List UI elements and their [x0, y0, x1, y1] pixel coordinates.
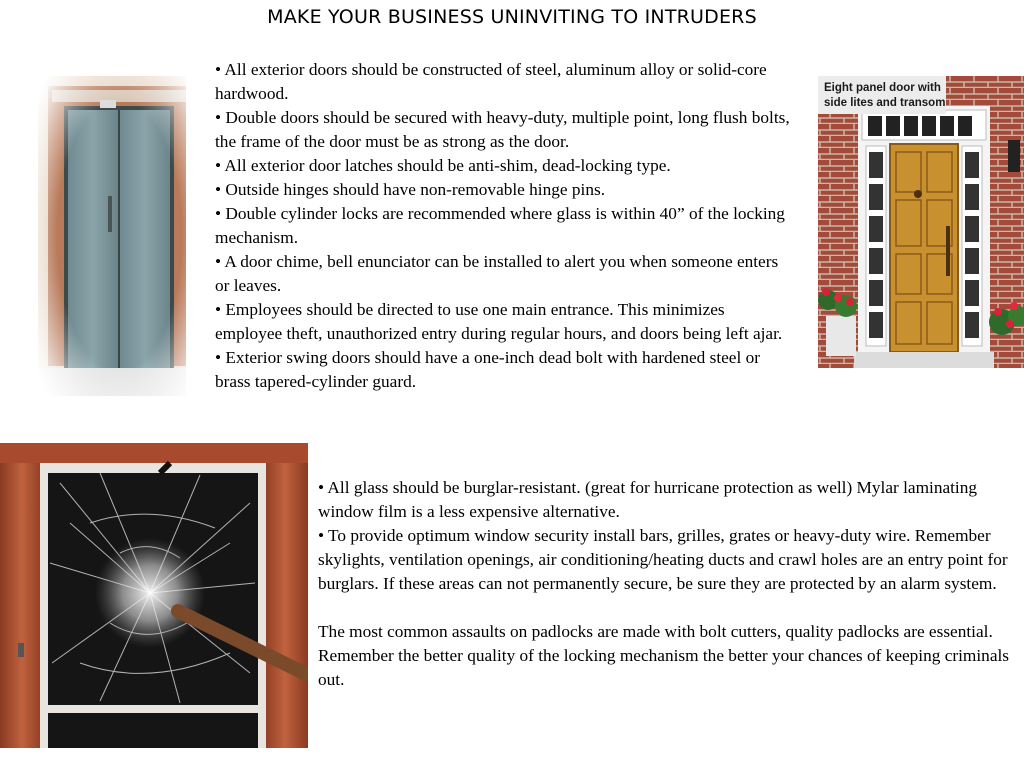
bullet-burglar-resistant-glass: • All glass should be burglar-resistant. (great for hurricane protection as well) Mylar laminating window film is a less expensive alternative. — [318, 478, 978, 521]
bullet-main-entrance: • Employees should be directed to use one main entrance. This minimizes employee theft, unauthorized entry during regular hours, and doors being left ajar. — [215, 300, 783, 343]
eight-panel-door-photo — [818, 76, 1024, 368]
shattered-window-photo — [0, 443, 308, 748]
bullet-hinges: • Outside hinges should have non-removable hinge pins. — [215, 180, 606, 199]
page-title: MAKE YOUR BUSINESS UNINVITING TO INTRUDERS — [267, 6, 757, 28]
bullet-dead-bolt: • Exterior swing doors should have a one-inch dead bolt with hardened steel or brass tapered-cylinder guard. — [215, 348, 760, 391]
paragraph-spacer — [318, 596, 1018, 620]
bullet-window-bars: • To provide optimum window security install bars, grilles, grates or heavy-duty wire. Remember skylights, ventilation openings, air conditioning/heating ducts and crawl holes are an entry point for burglars. If these areas can not permanently secure, be sure they are protected by an alarm system. — [318, 526, 1008, 593]
caption-line-2: side lites and transom — [824, 97, 946, 109]
bullet-cylinder-locks: • Double cylinder locks are recommended where glass is within 40” of the locking mechanism. — [215, 204, 785, 247]
bullet-door-material: • All exterior doors should be constructed of steel, aluminum alloy or solid-core hardwood. — [215, 60, 767, 103]
window-security-text — [318, 476, 1018, 692]
bullet-door-chime: • A door chime, bell enunciator can be installed to alert you when someone enters or leaves. — [215, 252, 779, 295]
padlock-paragraph: The most common assaults on padlocks are made with bolt cutters, quality padlocks are essential. Remember the better quality of the locking mechanism the better your chances of keeping criminals out. — [318, 622, 1010, 689]
caption-line-1: Eight panel door with — [824, 82, 941, 94]
door-security-bullets — [215, 58, 793, 394]
bullet-double-doors: • Double doors should be secured with heavy-duty, multiple point, long flush bolts, the frame of the door must be as strong as the door. — [215, 108, 790, 151]
bullet-latches: • All exterior door latches should be anti-shim, dead-locking type. — [215, 156, 671, 175]
steel-double-door-photo — [38, 76, 186, 396]
